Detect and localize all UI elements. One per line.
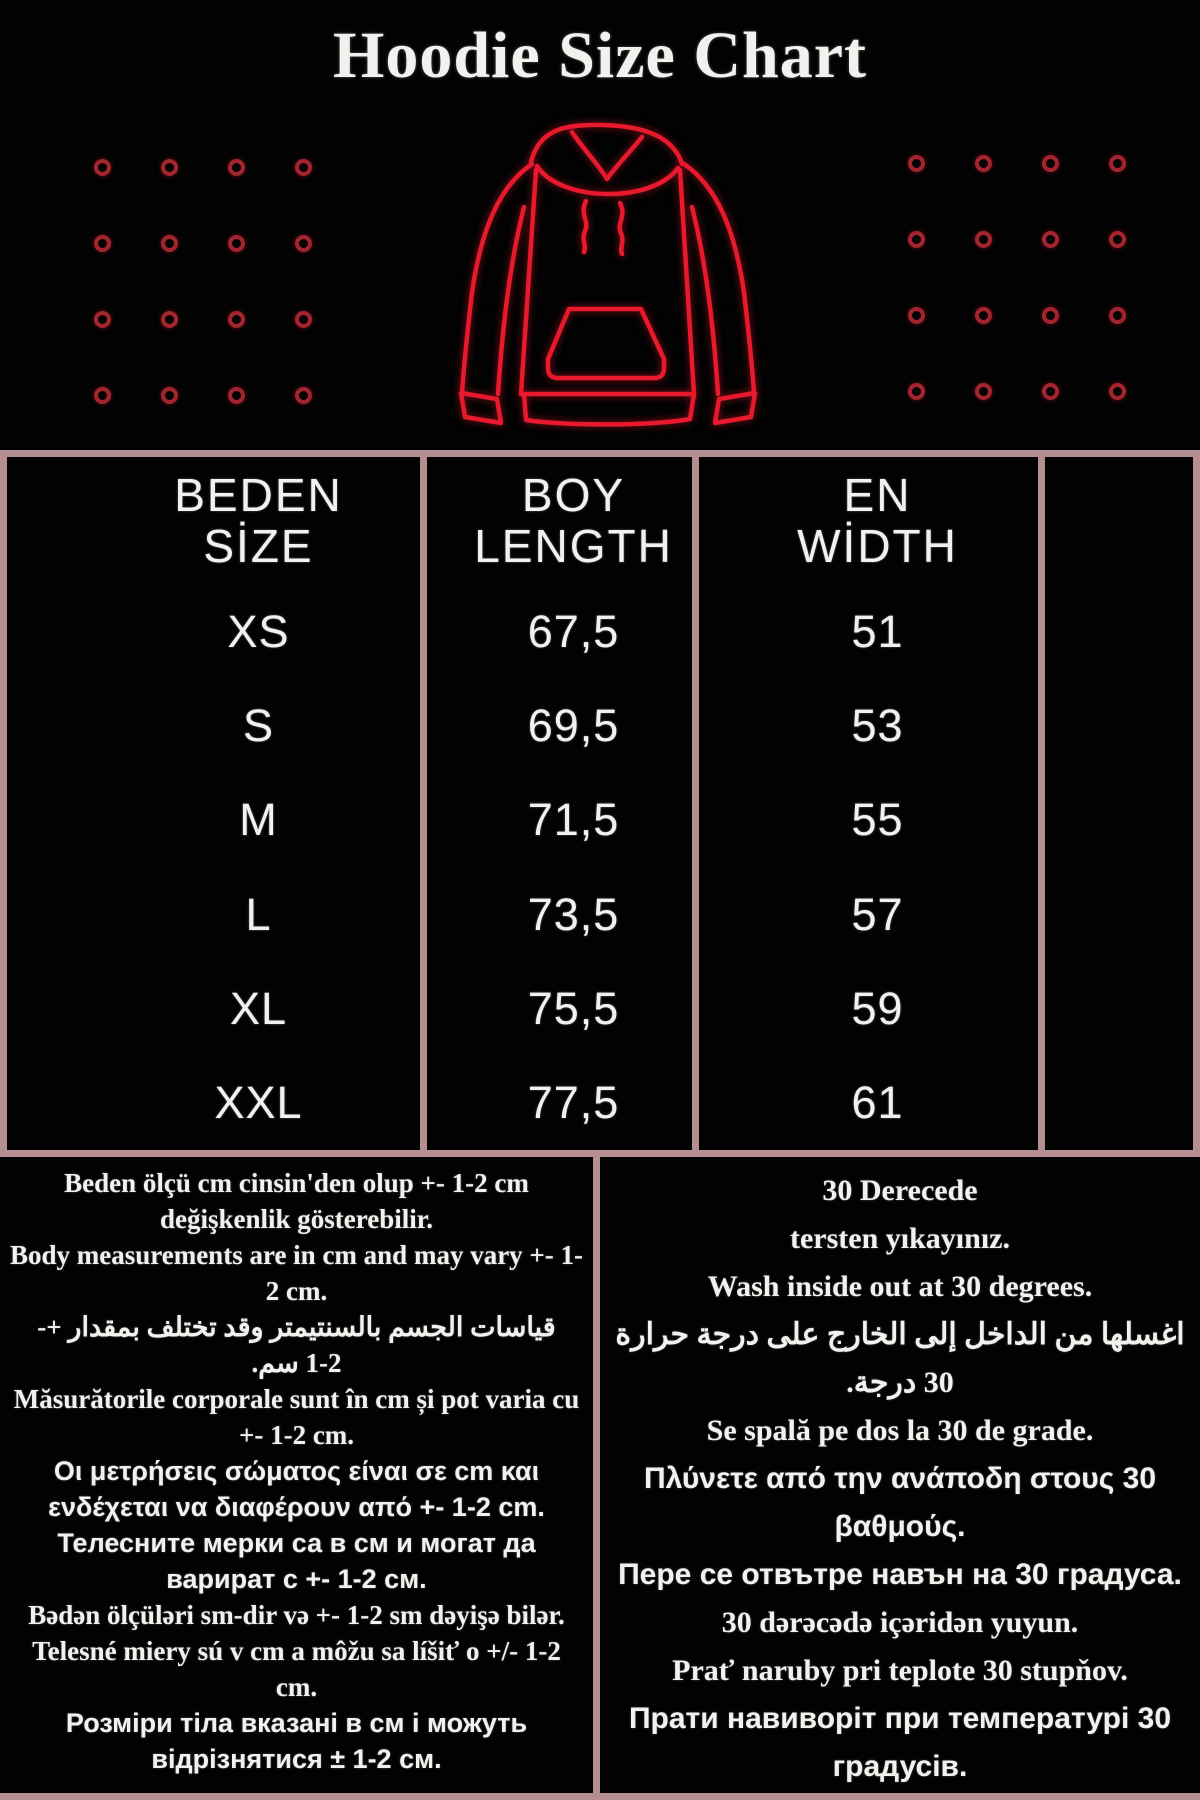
ring-dot-icon — [228, 311, 245, 328]
ring-dot-icon — [1109, 307, 1126, 324]
ring-dot-icon — [161, 235, 178, 252]
note-line: Розміри тіла вказані в см і можуть — [65, 1708, 528, 1738]
note-line: Beden ölçü cm cinsin'den olup +- 1-2 cm — [64, 1168, 529, 1198]
table-cell: 57 — [851, 888, 904, 940]
width-column-header — [699, 457, 1038, 585]
note-line: tersten yıkayınız. — [790, 1222, 1010, 1255]
dot-grid-right — [908, 155, 1126, 400]
ring-dot-icon — [1042, 231, 1059, 248]
note-line: +- 1-2 cm. — [238, 1420, 355, 1450]
care-section — [0, 1157, 1200, 1800]
ring-dot-icon — [94, 159, 111, 176]
table-cell: 77,5 — [527, 1076, 620, 1128]
note-line: 30 درجة. — [846, 1366, 954, 1399]
size-table — [0, 450, 1200, 1157]
hoodie-outline-icon — [436, 112, 766, 447]
table-cell: 61 — [851, 1076, 904, 1128]
note-line: Se spală pe dos la 30 de grade. — [706, 1414, 1094, 1447]
header-line: BEDEN — [174, 469, 343, 521]
header-line: EN — [843, 469, 912, 521]
header-line: SİZE — [203, 520, 314, 572]
note-line: Телесните мерки са в см и могат да — [57, 1528, 536, 1558]
ring-dot-icon — [228, 159, 245, 176]
ring-dot-icon — [1042, 307, 1059, 324]
ring-dot-icon — [295, 235, 312, 252]
note-line: اغسلها من الداخل إلى الخارج على درجة حرارة — [615, 1318, 1185, 1351]
ring-dot-icon — [94, 387, 111, 404]
note-line: cm. — [275, 1672, 318, 1702]
table-cell: 59 — [851, 982, 904, 1034]
ring-dot-icon — [161, 311, 178, 328]
note-line: Wash inside out at 30 degrees. — [707, 1270, 1093, 1303]
page-title: Hoodie Size Chart — [333, 19, 867, 92]
dot-grid-left — [94, 159, 312, 404]
empty-column — [1038, 457, 1193, 1150]
measurement-note-panel — [0, 1157, 600, 1793]
header-line: BOY — [521, 469, 626, 521]
note-line: Πλύνετε από την ανάποδη στους 30 — [643, 1462, 1157, 1495]
ring-dot-icon — [161, 159, 178, 176]
note-line: Пере се отвътре навън на 30 градуса. — [618, 1558, 1182, 1591]
table-cell: XXL — [214, 1076, 303, 1128]
table-cell: 53 — [851, 700, 904, 752]
table-cell: 75,5 — [527, 982, 620, 1034]
ring-dot-icon — [1042, 383, 1059, 400]
note-line: градусів. — [832, 1750, 968, 1783]
ring-dot-icon — [161, 387, 178, 404]
ring-dot-icon — [228, 235, 245, 252]
table-cell: 67,5 — [527, 606, 620, 658]
ring-dot-icon — [975, 383, 992, 400]
note-line: варират с +- 1-2 см. — [166, 1564, 427, 1594]
table-cell: XS — [227, 606, 290, 658]
ring-dot-icon — [975, 231, 992, 248]
ring-dot-icon — [1109, 231, 1126, 248]
table-cell: 55 — [851, 794, 904, 846]
table-cell: M — [239, 794, 278, 846]
note-line: βαθμούς. — [834, 1510, 966, 1543]
length-column — [420, 457, 692, 1150]
ring-dot-icon — [1042, 155, 1059, 172]
ring-dot-icon — [295, 159, 312, 176]
ring-dot-icon — [908, 155, 925, 172]
ring-dot-icon — [1109, 383, 1126, 400]
note-line: değişkenlik gösterebilir. — [159, 1204, 434, 1234]
ring-dot-icon — [228, 387, 245, 404]
note-line: Telesné miery sú v cm a môžu sa líšiť o +/- 1-2 — [32, 1636, 561, 1666]
table-cell: S — [242, 700, 274, 752]
note-line: 30 Derecede — [822, 1174, 978, 1207]
table-cell: 51 — [851, 606, 904, 658]
note-line: Bədən ölçüləri sm-dir və +- 1-2 sm dəyişə bilər. — [28, 1600, 565, 1630]
ring-dot-icon — [975, 155, 992, 172]
note-line: 1-2 سم. — [251, 1348, 342, 1378]
table-cell: 71,5 — [527, 794, 620, 846]
ring-dot-icon — [908, 307, 925, 324]
note-line: відрізнятися ± 1-2 см. — [151, 1744, 442, 1774]
table-cell: XL — [229, 982, 288, 1034]
note-line: 2 cm. — [265, 1276, 328, 1306]
note-line: Прати навиворіт при температурі 30 — [628, 1702, 1172, 1735]
ring-dot-icon — [295, 387, 312, 404]
ring-dot-icon — [975, 307, 992, 324]
note-line: 30 dərəcədə içəridən yuyun. — [721, 1606, 1079, 1639]
note-line: Body measurements are in cm and may vary +- 1- — [9, 1240, 584, 1270]
length-column-header — [427, 457, 692, 585]
ring-dot-icon — [1109, 155, 1126, 172]
table-cell: L — [245, 888, 272, 940]
size-column — [7, 457, 420, 1150]
ring-dot-icon — [295, 311, 312, 328]
note-line: Οι μετρήσεις σώματος είναι σε cm και — [53, 1456, 540, 1486]
header-line: WİDTH — [797, 520, 958, 572]
size-column-header — [7, 457, 420, 585]
header-line: LENGTH — [474, 520, 673, 572]
ring-dot-icon — [94, 235, 111, 252]
ring-dot-icon — [94, 311, 111, 328]
ring-dot-icon — [908, 231, 925, 248]
width-column — [692, 457, 1038, 1150]
table-cell: 69,5 — [527, 700, 620, 752]
note-line: Măsurătorile corporale sunt în cm și pot varia cu — [13, 1384, 580, 1414]
note-line: قياسات الجسم بالسنتيمتر وقد تختلف بمقدار +- — [37, 1312, 556, 1342]
ring-dot-icon — [908, 383, 925, 400]
table-cell: 73,5 — [527, 888, 620, 940]
note-line: ενδέχεται να διαφέρουν από +- 1-2 cm. — [48, 1492, 545, 1522]
care-note-panel — [600, 1157, 1200, 1793]
note-line: Prať naruby pri teplote 30 stupňov. — [672, 1654, 1128, 1687]
